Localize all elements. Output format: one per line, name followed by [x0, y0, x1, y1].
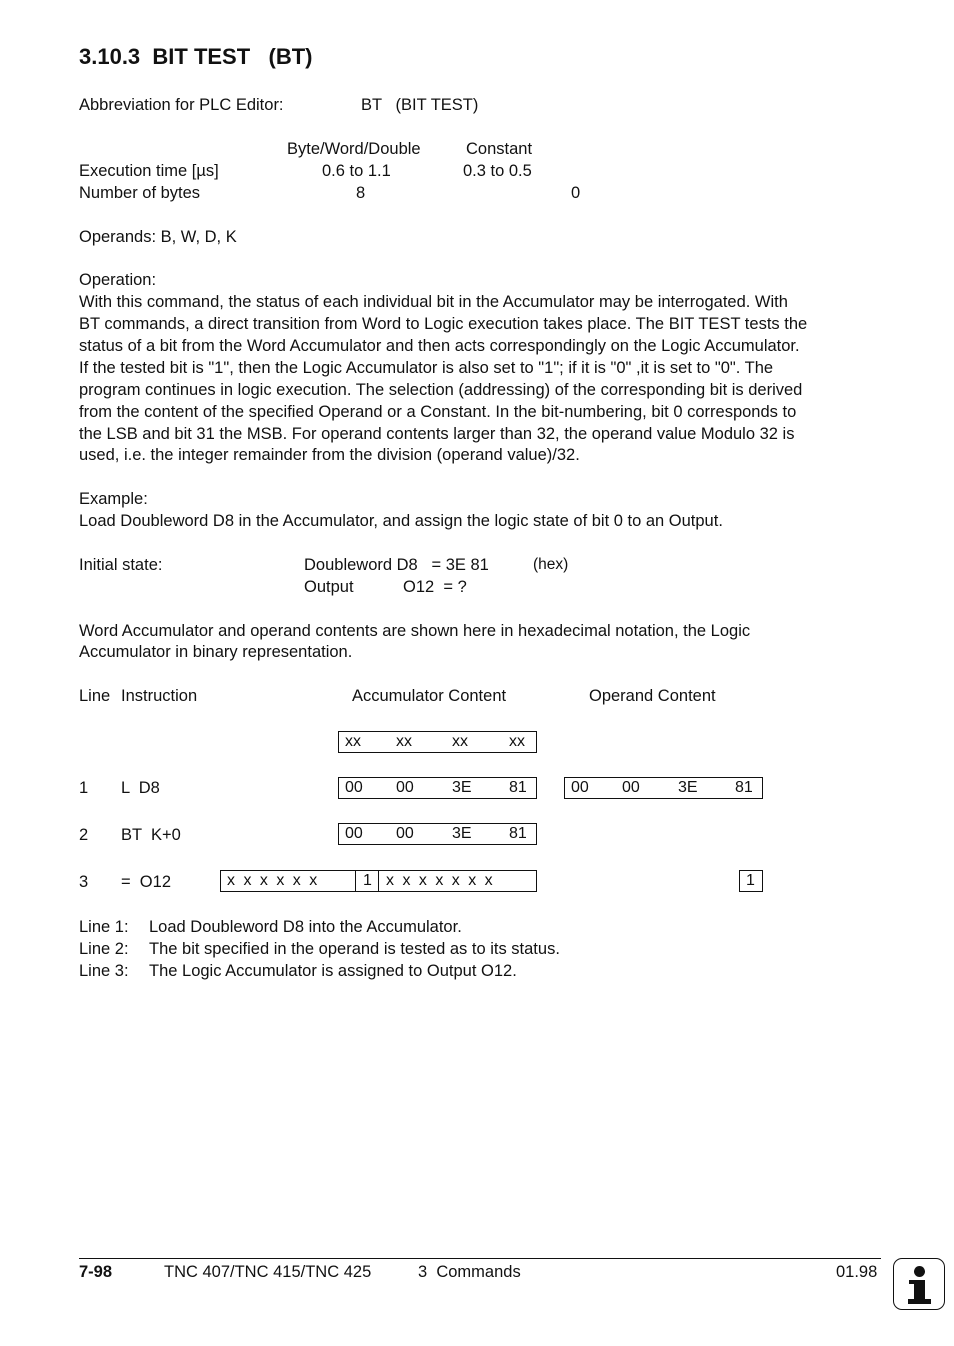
- acc-cell: xx: [396, 733, 412, 750]
- acc-cell: xx: [452, 733, 468, 750]
- row-line-number: 1: [79, 779, 89, 797]
- output-value: 1: [746, 872, 755, 889]
- info-icon: [893, 1258, 945, 1310]
- operation-line: BT commands, a direct transition from Word to Logic execution takes place. The BIT TEST tests the: [79, 315, 808, 333]
- bits-left: x x x x x x: [227, 872, 318, 889]
- timing-value: 0.3 to 0.5: [463, 162, 532, 180]
- note-label: Line 1:: [79, 918, 129, 936]
- notation-line: Word Accumulator and operand contents are shown here in hexadecimal notation, the Logic: [79, 622, 751, 640]
- abbrev-value: BT (BIT TEST): [361, 96, 479, 114]
- logic-accumulator-box: [220, 870, 537, 892]
- operand-cell: 00: [571, 779, 589, 796]
- abbrev-label: Abbreviation for PLC Editor:: [79, 96, 284, 114]
- footer-chapter: 3 Commands: [418, 1263, 521, 1281]
- accumulator-box-row2: [338, 823, 537, 845]
- timing-row-label: Execution time [µs]: [79, 162, 219, 180]
- operand-cell: 3E: [678, 779, 698, 796]
- operation-line: used, i.e. the integer remainder from the division (operand value)/32.: [79, 446, 580, 464]
- notation-line: Accumulator in binary representation.: [79, 643, 353, 661]
- timing-value: 0.6 to 1.1: [322, 162, 391, 180]
- initial-state-output-label: Output: [304, 578, 354, 596]
- acc-cell: 3E: [452, 779, 472, 796]
- timing-value: 0: [571, 184, 581, 202]
- operation-line: the LSB and bit 31 the MSB. For operand contents larger than 32, the operand value Modulo 32 is: [79, 425, 795, 443]
- section-title: 3.10.3 BIT TEST (BT): [79, 44, 313, 69]
- operand-box-row1: [564, 777, 763, 799]
- timing-col-constant: Constant: [466, 140, 533, 158]
- operand-cell: 00: [622, 779, 640, 796]
- timing-value: 8: [356, 184, 366, 202]
- bit-divider-left: [355, 871, 356, 891]
- initial-state-hex-note: (hex): [533, 556, 569, 573]
- row-instruction: L D8: [121, 779, 160, 797]
- acc-cell: xx: [345, 733, 361, 750]
- acc-cell: 3E: [452, 825, 472, 842]
- operation-line: status of a bit from the Word Accumulator and then acts correspondingly on the Logic Accumulator.: [79, 337, 800, 355]
- example-text: Load Doubleword D8 in the Accumulator, and assign the logic state of bit 0 to an Output.: [79, 512, 723, 530]
- operation-heading: Operation:: [79, 271, 157, 289]
- operation-line: With this command, the status of each individual bit in the Accumulator may be interrogated. With: [79, 293, 788, 311]
- timing-col-byte-word-double: Byte/Word/Double: [287, 140, 421, 158]
- header-operand-content: Operand Content: [589, 687, 716, 705]
- header-line: Line: [79, 687, 111, 705]
- bit-divider-right: [378, 871, 379, 891]
- footer-rule: [79, 1258, 881, 1259]
- acc-cell: 00: [345, 825, 363, 842]
- acc-cell: 81: [509, 779, 527, 796]
- acc-cell: xx: [509, 733, 525, 750]
- acc-cell: 00: [396, 779, 414, 796]
- note-label: Line 2:: [79, 940, 129, 958]
- operation-line: program continues in logic execution. The selection (addressing) of the corresponding bit is derived: [79, 381, 803, 399]
- note-text: The Logic Accumulator is assigned to Output O12.: [149, 962, 517, 980]
- note-text: The bit specified in the operand is tested as to its status.: [149, 940, 560, 958]
- operands-text: Operands: B, W, D, K: [79, 228, 237, 246]
- note-label: Line 3:: [79, 962, 129, 980]
- accumulator-box-initial: [338, 731, 537, 753]
- header-instruction: Instruction: [121, 687, 198, 705]
- footer-page-number: 7-98: [79, 1263, 113, 1281]
- example-heading: Example:: [79, 490, 148, 508]
- operand-cell: 81: [735, 779, 753, 796]
- output-box: [739, 870, 763, 892]
- acc-cell: 00: [345, 779, 363, 796]
- bits-right: x x x x x x x: [386, 872, 493, 889]
- row-instruction: BT K+0: [121, 826, 181, 844]
- initial-state-label: Initial state:: [79, 556, 163, 574]
- row-instruction: = O12: [121, 873, 171, 891]
- footer-product: TNC 407/TNC 415/TNC 425: [164, 1263, 372, 1281]
- operation-line: If the tested bit is "1", then the Logic Accumulator is also set to "1"; if it is "0" ,it is set to "0". The: [79, 359, 774, 377]
- note-text: Load Doubleword D8 into the Accumulator.: [149, 918, 462, 936]
- tested-bit: 1: [363, 872, 372, 889]
- timing-row-label: Number of bytes: [79, 184, 201, 202]
- acc-cell: 81: [509, 825, 527, 842]
- accumulator-box-row1: [338, 777, 537, 799]
- initial-state-output-value: O12 = ?: [403, 578, 467, 596]
- row-line-number: 2: [79, 826, 89, 844]
- initial-state-doubleword: Doubleword D8 = 3E 81: [304, 556, 489, 574]
- header-accumulator-content: Accumulator Content: [352, 687, 507, 705]
- row-line-number: 3: [79, 873, 89, 891]
- acc-cell: 00: [396, 825, 414, 842]
- operation-line: from the content of the specified Operand or a Constant. In the bit-numbering, bit 0 corresponds to: [79, 403, 797, 421]
- footer-date: 01.98: [836, 1263, 878, 1281]
